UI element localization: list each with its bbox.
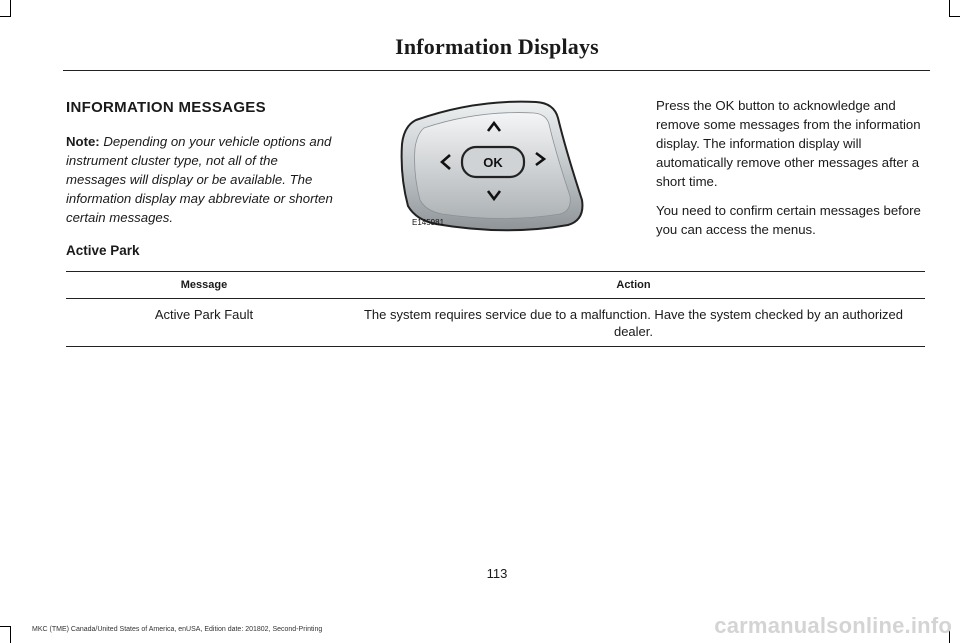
crop-mark-bottom-left-h [0,626,11,627]
ok-label: OK [483,155,503,170]
steering-button-illustration [386,96,586,234]
column-header-action: Action [342,272,925,299]
section-heading: INFORMATION MESSAGES [66,99,266,116]
note-label: Note: [66,134,100,149]
note-paragraph [66,132,338,227]
crop-mark-top-right-v [949,0,950,16]
steering-wheel-controls-figure [386,96,586,234]
right-paragraph-2: You need to confirm certain messages before you can access the menus. [656,203,921,237]
column-header-message: Message [66,272,342,299]
messages-table [66,271,925,347]
right-paragraph-1: Press the OK button to acknowledge and remove some messages from the information display. The information display will automatically remove other messages after a short time. [656,98,921,189]
header-rule [63,70,930,71]
figure-code: E145981 [412,218,445,227]
subsection-heading: Active Park [66,243,140,258]
page-number: 113 [486,566,508,581]
crop-mark-top-left-v [10,0,11,16]
note-text: Depending on your vehicle options and instrument cluster type, not all of the messages will display or be available. The information display may abbreviate or shorten certain messages. [66,134,333,225]
crop-mark-bottom-left-v [10,627,11,643]
table-cell-action: The system requires service due to a malfunction. Have the system checked by an authorized dealer. [342,299,925,347]
footer-edition: MKC (TME) Canada/United States of America, enUSA, Edition date: 201802, Second-Printing [32,626,323,633]
table-cell-message: Active Park Fault [66,299,342,347]
crop-mark-top-left-h [0,16,11,17]
table-header-row [66,272,925,299]
crop-mark-top-right-h [949,16,960,17]
watermark: carmanualsonline.info [714,613,952,638]
right-column-text [656,96,928,249]
page-header-title: Information Displays [395,34,599,59]
table-row [66,299,925,347]
